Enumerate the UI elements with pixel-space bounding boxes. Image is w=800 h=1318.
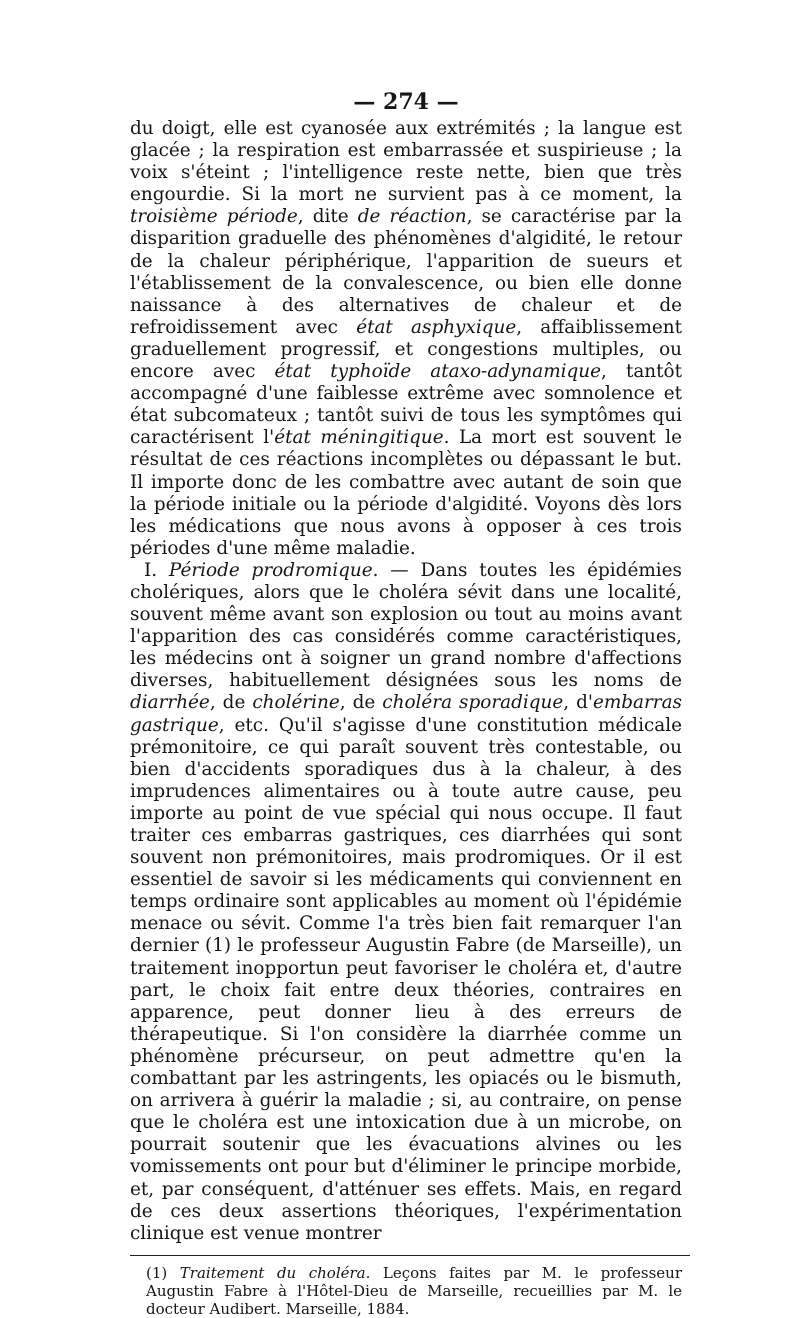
footnote-title: Traitement du choléra <box>179 1263 366 1282</box>
paragraph-2: I. Période prodromique. — Dans toutes les épidémies cholériques, alors que le choléra sévit dans une localité, souvent même avant son explosion ou tout au moins avant l'apparition des cas considérés comme caractéristiques, les médecins ont à soigner un grand nombre d'affections diverses, habituellement désignées sous les noms de diarrhée, de cholérine, de choléra sporadique, d'embarras gastrique, etc. Qu'il s'agisse d'une constitution médicale prémonitoire, ce qui paraît souvent très contestable, ou bien d'accidents sporadiques dus à la chaleur, à des imprudences alimentaires ou à toute autre cause, peu importe au point de vue spécial qui nous occupe. Il faut traiter ces embarras gastriques, ces diarrhées qui sont souvent non prémonitoires, mais prodromiques. Or il est essentiel de savoir si les médicaments qui conviennent en temps ordinaire sont applicables au moment où l'épidémie menace ou sévit. Comme l'a très bien fait remarquer l'an dernier (1) le professeur Augustin Fabre (de Marseille), un traitement inopportun peut favoriser le choléra et, d'autre part, le choix fait entre deux théories, contraires en apparence, peut donner lieu à des erreurs de thérapeutique. Si l'on considère la diarrhée comme un phénomène précurseur, on peut admettre qu'en la combattant par les astringents, les opiacés ou le bismuth, on arrivera à guérir la maladie ; si, au contraire, on pense que le choléra est une intoxication due à un microbe, on pourrait soutenir que les évacuations alvines ou les vomissements ont pour but d'éliminer le principe morbide, et, par conséquent, d'atténuer ses effets. Mais, en regard de ces deux assertions théoriques, l'expérimentation clinique est venue montrer <box>130 559 682 1244</box>
page-number: — 274 — <box>353 89 459 115</box>
emphasis-troisieme-periode: troisième période <box>130 206 298 228</box>
emphasis-cholerine: cholérine <box>252 692 340 714</box>
emphasis-embarras-gastrique: embarras gastrique <box>130 692 682 736</box>
paragraph-1: du doigt, elle est cyanosée aux extrémités ; la langue est glacée ; la respiration est embarrassée et suspirieuse ; la voix s'éteint ; l'intelligence reste nette, bien que très engourdie. Si la mort ne survient pas à ce moment, la troisième période, dite de réaction, se caractérise par la disparition graduelle des phénomènes d'algidité, le retour de la chaleur périphérique, l'apparition de sueurs et l'établissement de la convalescence, ou bien elle donne naissance à des alternatives de chaleur et de refroidissement avec état asphyxique, affaiblissement graduellement progressif, et congestions multiples, ou encore avec état typhoïde ataxo-adynamique, tantôt accompagné d'une faiblesse extrême avec somnolence et état subcomateux ; tantôt suivi de tous les symptômes qui caractérisent l'état méningitique. La mort est souvent le résultat de ces réactions incomplètes ou dépassant le but. Il importe donc de les combattre avec autant de soin que la période initiale ou la période d'algidité. Voyons dès lors les médications que nous avons à opposer à ces trois périodes d'une même maladie. <box>130 118 683 559</box>
emphasis-diarrhee: diarrhée <box>130 692 210 714</box>
book-page <box>130 88 682 1318</box>
emphasis-etat-asphyxique: état asphyxique <box>356 316 517 338</box>
emphasis-de-reaction: de réaction <box>357 206 467 228</box>
body-text <box>130 118 682 1245</box>
emphasis-etat-meningitique: état méningitique <box>274 427 444 449</box>
emphasis-periode-prodromique: Période prodromique <box>168 559 373 581</box>
footnote-divider <box>130 1255 690 1256</box>
emphasis-etat-typhoide: état typhoïde ataxo-adynamique <box>274 361 602 383</box>
footnote <box>130 1264 682 1318</box>
footnote-marker: (1) <box>146 1263 180 1282</box>
emphasis-cholera-sporadique: choléra sporadique <box>382 692 564 714</box>
footnote-text: (1) Traitement du choléra. Leçons faites par M. le professeur Augustin Fabre à l'Hôtel-Dieu de Marseille, recueillies par M. le docteur Audibert. Marseille, 1884. <box>146 1263 682 1318</box>
